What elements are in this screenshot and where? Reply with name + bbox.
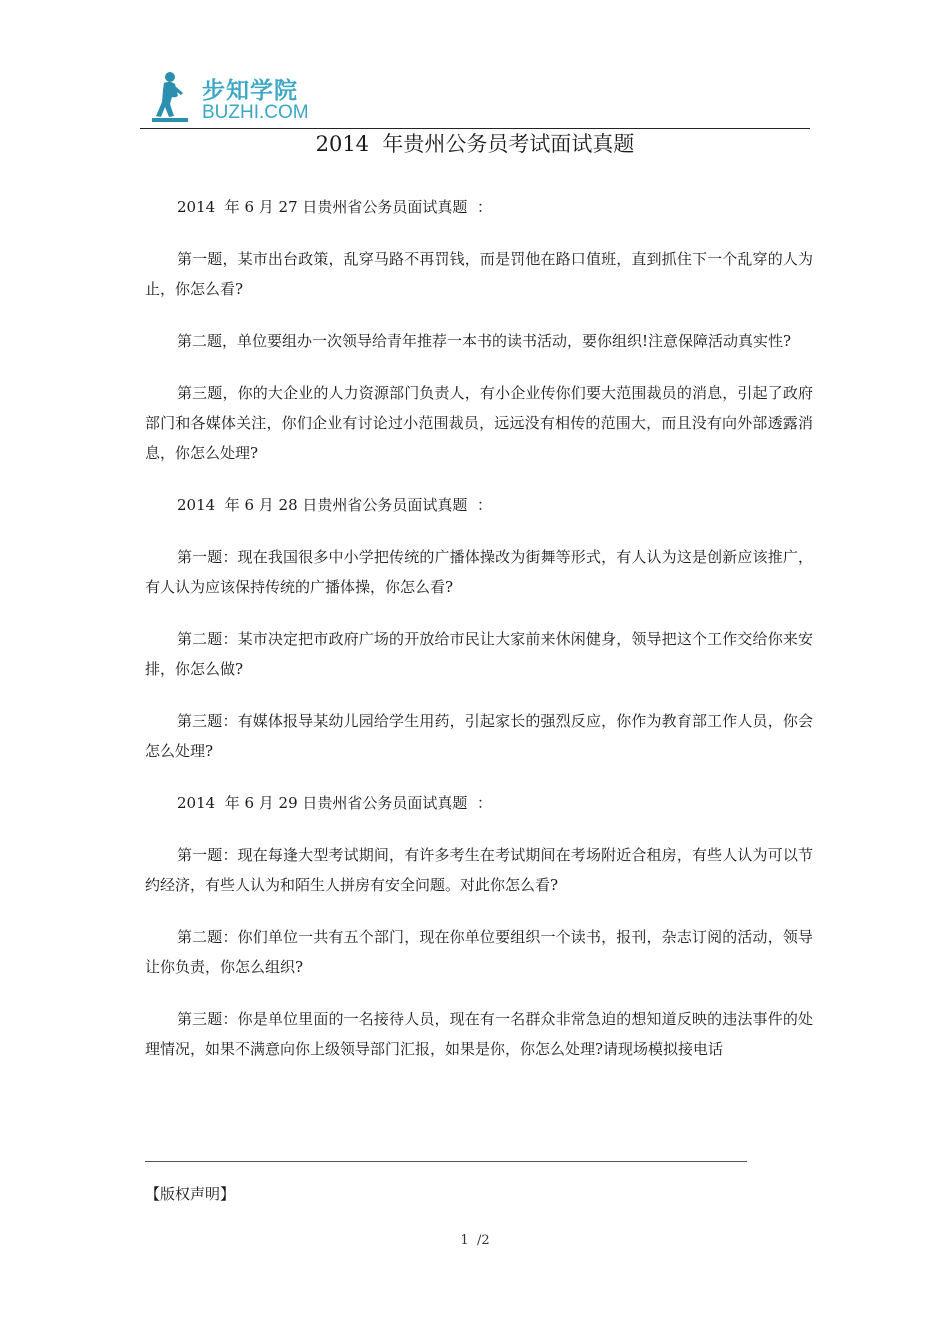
question-paragraph: 第三题：你是单位里面的一名接待人员，现在有一名群众非常急迫的想知道反映的违法事件的处理情况，如果不满意向你上级领导部门汇报，如果是你，你怎么处理?请现场模拟接电话 <box>145 1010 813 1058</box>
copyright-label: 【版权声明】 <box>145 1185 236 1203</box>
brand-logo <box>148 68 318 128</box>
question-paragraph: 第一题，某市出台政策，乱穿马路不再罚钱，而是罚他在路口值班，直到抓住下一个乱穿的人为止，你怎么看? <box>145 250 813 298</box>
question-paragraph: 第二题：某市决定把市政府广场的开放给市民让大家前来休闲健身，领导把这个工作交给你来安排，你怎么做? <box>145 630 813 678</box>
question-paragraph: 第一题：现在每逢大型考试期间，有许多考生在考试期间在考场附近合租房，有些人认为可以节约经济，有些人认为和陌生人拼房有安全问题。对此你怎么看? <box>145 846 813 894</box>
document-title: 2014 年贵州公务员考试面试真题 <box>315 132 635 156</box>
question-paragraph: 第二题，单位要组办一次领导给青年推荐一本书的读书活动，要你组织!注意保障活动真实性? <box>177 332 792 350</box>
document-body <box>145 192 813 1086</box>
footer-divider <box>145 1161 747 1162</box>
question-paragraph: 第二题：你们单位一共有五个部门，现在你单位要组织一个读书，报刊，杂志订阅的活动，领导让你负责，你怎么组织? <box>145 928 813 976</box>
page-number: 1 /2 <box>460 1233 490 1248</box>
brand-name-en: BUZHI.COM <box>202 102 309 123</box>
question-paragraph: 第一题：现在我国很多中小学把传统的广播体操改为街舞等形式，有人认为这是创新应该推广，有人认为应该保持传统的广播体操，你怎么看? <box>145 548 813 596</box>
brand-name-cn: 步知学院 <box>202 78 298 104</box>
question-paragraph: 第三题：有媒体报导某幼儿园给学生用药，引起家长的强烈反应，你作为教育部工作人员，你会怎么处理? <box>145 712 813 760</box>
exam-date-heading: 2014 年 6 月 27 日贵州省公务员面试真题 ： <box>177 198 492 216</box>
header-divider <box>140 128 810 129</box>
walking-figure-logo-icon <box>148 68 194 126</box>
question-paragraph: 第三题，你的大企业的人力资源部门负责人，有小企业传你们要大范围裁员的消息，引起了政府部门和各媒体关注，你们企业有讨论过小范围裁员，远远没有相传的范围大，而且没有向外部透露消息，你怎么处理? <box>145 384 813 462</box>
exam-date-heading: 2014 年 6 月 29 日贵州省公务员面试真题 ： <box>177 794 492 812</box>
exam-date-heading: 2014 年 6 月 28 日贵州省公务员面试真题 ： <box>177 496 492 514</box>
